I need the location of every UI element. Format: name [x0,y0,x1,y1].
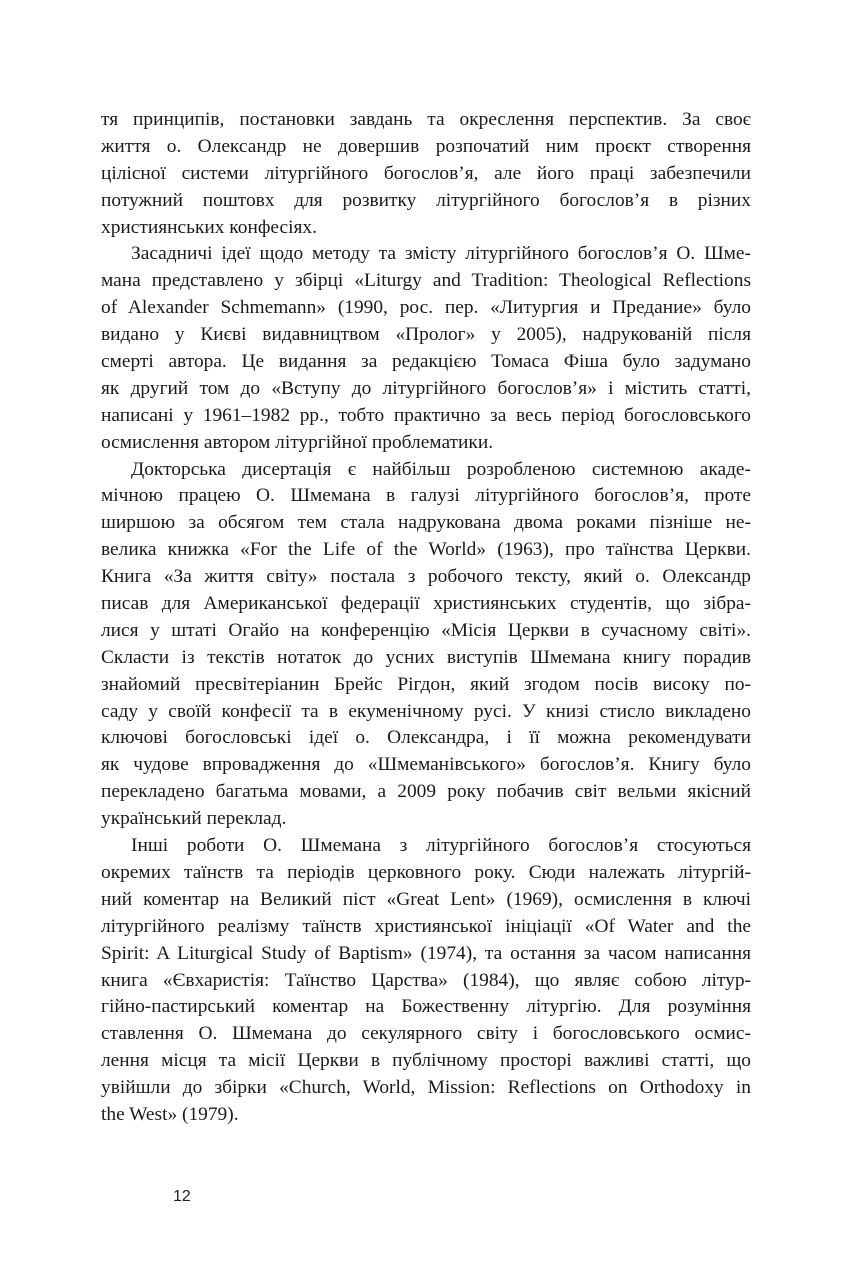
text-line: написані у 1961–1982 рр., тобто практично за весь період богословського [101,404,751,426]
text-line: осмислення автором літургійної проблематики. [101,431,494,453]
text-line: ний коментар на Великий піст «Great Lent» (1969), осмислення в ключі [101,888,751,910]
page-number: 12 [173,1188,191,1205]
text-line: велика книжка «For the Life of the World» (1963), про таїнства Церкви. [101,539,751,561]
text-line: тя принципів, постановки завдань та окреслення перспектив. За своє [101,109,751,130]
text-line: лення місця та місії Церкви в публічному просторі важливі статті, що [101,1050,751,1072]
text-line: знайомий пресвітеріанин Брейс Рігдон, який згодом посів високу по- [101,673,751,695]
body-text [101,107,751,1129]
text-line: гійно-пастирський коментар на Божественну літургію. Для розуміння [101,996,751,1018]
paragraph-3 [101,457,751,833]
text-line: мана представлено у збірці «Liturgy and Tradition: Theological Reflections [101,270,751,292]
text-line: Книга «За життя світу» постала з робочого тексту, який о. Олександр [101,566,751,588]
text-line: лися у штаті Огайо на конференцію «Місія Церкви в сучасному світі». [101,619,751,641]
text-line: Скласти із текстів нотаток до усних виступів Шмемана книгу порадив [101,646,751,668]
text-line: літургійного реалізму таїнств християнської ініціації «Of Water and the [101,915,751,937]
text-line: смерті автора. Це видання за редакцією Томаса Фіша було задумано [101,351,751,373]
text-line: Інші роботи О. Шмемана з літургійного богослов’я стосуються [131,835,751,857]
paragraph-4 [101,833,751,1129]
text-line: християнських конфесіях. [101,216,317,238]
text-line: the West» (1979). [101,1103,239,1125]
text-line: писав для Американської федерації християнських студентів, що зібра- [101,593,751,615]
text-line: увійшли до збірки «Church, World, Mission: Reflections on Orthodoxy in [101,1077,751,1099]
text-line: окремих таїнств та періодів церковного року. Сюди належать літургій- [101,861,751,883]
text-line: книга «Євхаристія: Таїнство Царства» (1984), що являє собою літур- [101,969,751,991]
text-line: Засадничі ідеї щодо методу та змісту літургійного богослов’я О. Шме- [131,243,751,265]
text-line: як чудове впровадження до «Шмеманівського» богослов’я. Книгу було [101,754,751,776]
text-line: видано у Києві видавництвом «Пролог» у 2005), надрукованій після [101,324,751,346]
text-line: мічною працею О. Шмемана в галузі літургійного богослов’я, проте [101,485,751,507]
text-line: потужний поштовх для розвитку літургійного богослов’я в різних [101,189,751,211]
text-line: саду у своїй конфесії та в екуменічному русі. У книзі стисло викладено [101,700,751,722]
text-line: Докторська дисертація є найбільш розробленою системною акаде- [131,458,751,480]
text-line: перекладено багатьма мовами, а 2009 року побачив світ вельми якісний [101,781,751,803]
text-line: життя о. Олександр не довершив розпочатий ним проєкт створення [101,135,751,157]
text-line: of Alexander Schmemann» (1990, рос. пер. «Литургия и Предание» було [101,297,751,319]
text-line: ключові богословські ідеї о. Олександра, і її можна рекомендувати [101,727,751,749]
text-line: ширшою за обсягом тем стала надрукована двома роками пізніше не- [101,512,751,534]
text-line: ставлення О. Шмемана до секулярного світу і богословського осмис- [101,1023,751,1045]
text-line: Spirit: A Liturgical Study of Baptism» (1974), та остання за часом написання [101,942,751,964]
text-line: український переклад. [101,808,287,830]
text-line: як другий том до «Вступу до літургійного богослов’я» і містить статті, [101,377,751,399]
text-line: цілісної системи літургійного богослов’я, але його праці забезпечили [101,162,751,184]
paragraph-1 [101,107,751,241]
paragraph-2 [101,241,751,456]
